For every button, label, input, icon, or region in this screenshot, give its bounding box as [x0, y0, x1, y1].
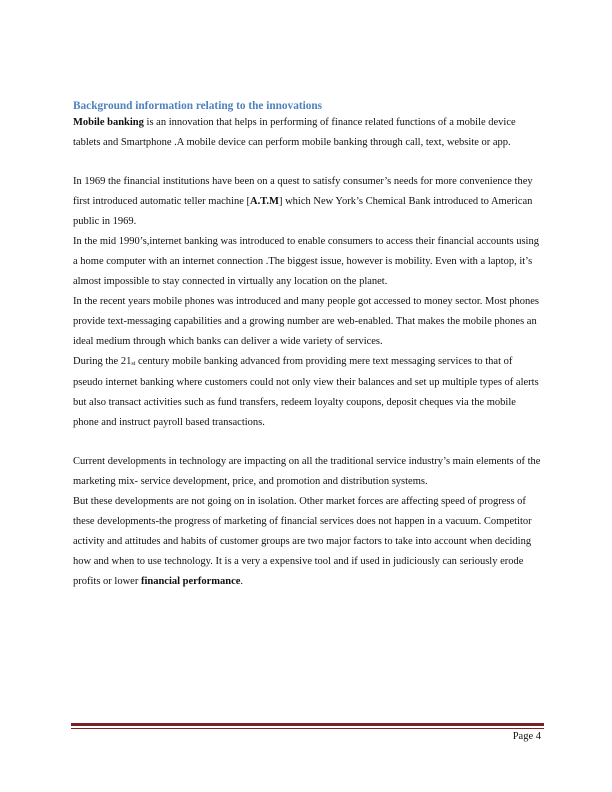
paragraph-market-forces: [73, 492, 543, 592]
paragraph-text: But these developments are not going on in isolation. Other market forces are affecting speed of progress of these developments-the progress of marketing of financial services does not happen in a vacuum. Competitor activity and attitudes and habits of customer groups are two major factors to take into account when deciding how and when to use technology. It is a very a expensive tool and if used in judiciously can seriously erode profits or lower: [73, 496, 532, 587]
footer-rule-thick: [71, 723, 544, 726]
bold-term-mobile-banking: Mobile banking: [73, 117, 144, 128]
paragraph-text: .: [240, 576, 244, 587]
paragraph-technology-developments: Current developments in technology are impacting on all the traditional service industry’s main elements of the marketing mix- service development, price, and promotion and distribution systems.: [73, 456, 541, 487]
paragraph-gap: [73, 153, 543, 172]
paragraph-text: is an innovation that helps in performing of finance related functions of a mobile device tablets and Smartphone .A mobile device can perform mobile banking through call, text, website or app.: [73, 117, 516, 148]
paragraph-mobile-banking: [73, 113, 543, 153]
page-number: Page 4: [512, 731, 541, 742]
paragraph-atm-history: [73, 172, 543, 232]
footer-rule-thin: [71, 728, 544, 729]
paragraph-text: ] which New York’s Chemical Bank introduced to American public in 1969.: [73, 196, 533, 227]
page-content: [73, 99, 543, 592]
bold-term-atm: A.T.M: [249, 196, 279, 207]
paragraph-text: In 1969 the financial institutions have been on a quest to satisfy consumer’s needs for more convenience they first introduced automatic teller machine [: [73, 176, 533, 207]
paragraph-gap: [73, 433, 543, 452]
ordinal-suffix: st: [131, 361, 136, 367]
paragraph-text: century mobile banking advanced from providing mere text messaging services to that of pseudo internet banking where customers could not only view their balances and set up multiple types of alerts but also transact activities such as fund transfers, redeem loyalty coupons, deposit cheques via the mobile phone and instruct payroll based transactions.: [73, 356, 539, 428]
paragraph-mobile-phones: In the recent years mobile phones was introduced and many people got accessed to money sector. Most phones provide text-messaging capabilities and a growing number are web-enabled. That makes the mobile phones an ideal medium through which banks can deliver a wide variety of services.: [73, 296, 539, 347]
bold-term-financial-performance: financial performance: [140, 576, 241, 587]
paragraph-21st-century: [73, 352, 543, 433]
paragraph-text: During the 21: [73, 356, 132, 367]
paragraph-internet-banking: In the mid 1990’s,internet banking was introduced to enable consumers to access their financial accounts using a home computer with an internet connection .The biggest issue, however is mobility. Even with a laptop, it’s almost impossible to stay connected in virtually any location on the planet.: [73, 236, 539, 287]
section-heading: Background information relating to the innovations: [73, 100, 323, 112]
